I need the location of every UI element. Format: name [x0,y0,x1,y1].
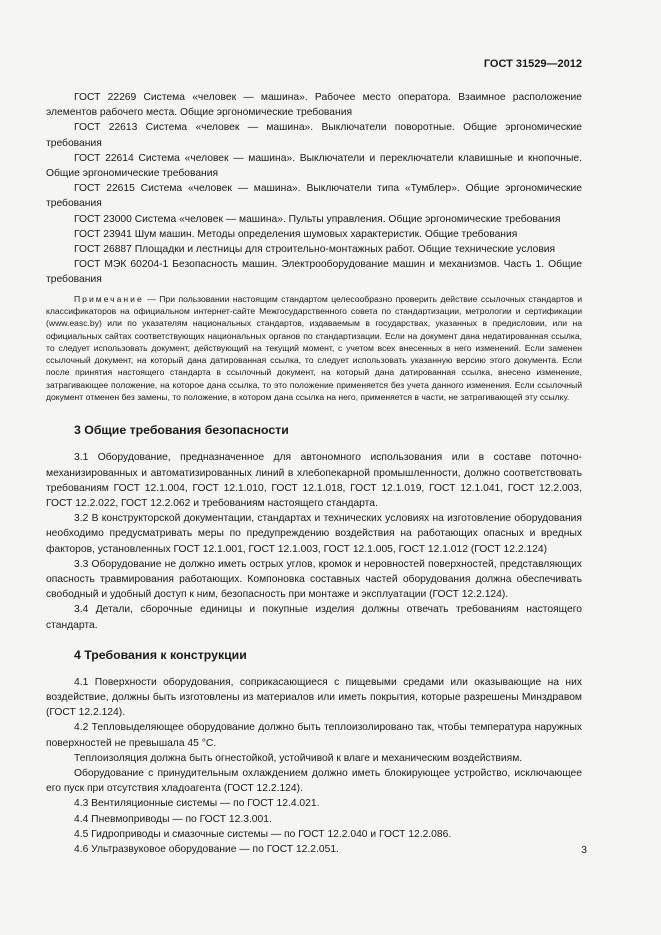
paragraph: 3.1 Оборудование, предназначенное для автономного использования или в составе поточно-механизированных и автоматизированных линий в хлебопекарной промышленности, должно соответствовать требованиям ГОСТ 12.1.004, ГОСТ 12.1.010, ГОСТ 12.1.018, ГОСТ 12.1.019, ГОСТ 12.1.041, ГОСТ 12.2.003, ГОСТ 12.2.022, ГОСТ 12.2.062 и требованиям настоящего стандарта. [46,452,582,509]
reference-item: ГОСТ МЭК 60204-1 Безопасность машин. Электрооборудование машин и механизмов. Часть 1. Общие требования [46,259,582,286]
references-list [46,90,582,288]
section-3-body [46,450,582,632]
document-code: ГОСТ 31529—2012 [483,58,582,70]
reference-item: ГОСТ 23000 Система «человек — машина». Пульты управления. Общие эргономические требования [74,213,561,225]
note-label: Примечание [74,293,144,304]
paragraph: Оборудование с принудительным охлаждением должно иметь блокирующее устройство, исключающее его пуск при отсутствия хладоагента (ГОСТ 12.2.124). [46,767,582,795]
reference-item: ГОСТ 22613 Система «человек — машина». Выключатели поворотные. Общие эргономические требования [46,122,582,149]
reference-item: ГОСТ 22614 Система «человек — машина». Выключатели и переключатели клавишные и кнопочные. Общие эргономические требования [46,152,582,180]
paragraph: Теплоизоляция должна быть огнестойкой, устойчивой к влаге и механическим воздействиям. [74,752,523,764]
note-paragraph [46,293,582,404]
paragraph: 3.3 Оборудование не должно иметь острых углов, кромок и неровностей поверхностей, представляющих опасность травмирования работающих. Компоновка составных частей оборудования должна обеспечивать свободный и удобный доступ к ним, безопасность при монтаже и эксплуатации (ГОСТ 12.2.124). [46,558,582,601]
paragraph: 4.5 Гидроприводы и смазочные системы — по ГОСТ 12.2.040 и ГОСТ 12.2.086. [74,828,452,840]
reference-item: ГОСТ 26887 Площадки и лестницы для строительно-монтажных работ. Общие технические условия [74,244,556,256]
paragraph: 4.4 Пневмоприводы — по ГОСТ 12.3.001. [74,813,272,825]
reference-item: ГОСТ 23941 Шум машин. Методы определения шумовых характеристик. Общие требования [74,228,518,240]
paragraph: 4.6 Ультразвуковое оборудование — по ГОСТ 12.2.051. [74,843,339,855]
reference-item: ГОСТ 22615 Система «человек — машина». Выключатели типа «Тумблер». Общие эргономические требования [46,183,582,210]
paragraph: 3.4 Детали, сборочные единицы и покупные изделия должны отвечать требованиям настоящего стандарта. [46,604,582,631]
section-4-body [46,675,582,857]
section-3-title: 3 Общие требования безопасности [74,423,289,438]
paragraph: 4.1 Поверхности оборудования, соприкасающиеся с пищевыми средами или оказывающие на них воздействие, должны быть изготовлены из материалов или иметь покрытия, которые разрешены Минздравом (ГОСТ 12.2.124). [46,676,582,719]
paragraph: 3.2 В конструкторской документации, стандартах и технических условиях на изготовление оборудования необходимо предусматривать меры по предупреждению воздействия на работающих опасных и вредных факторов, установленных ГОСТ 12.1.001, ГОСТ 12.1.003, ГОСТ 12.1.005, ГОСТ 12.1.012 (ГОСТ 12.2.124) [46,513,582,555]
page-number: 3 [581,844,587,856]
reference-item: ГОСТ 22269 Система «человек — машина». Рабочее место оператора. Взаимное расположение элементов рабочего места. Общие эргономические требования [46,92,582,119]
note-text: — При пользовании настоящим стандартом целесообразно проверить действие ссылочных стандартов и классификаторов на официальном интернет-сайте Межгосударственного совета по стандартизации, метрологии и сертификации (www.easc.by) или по указателям национальных стандартов, издаваемым в государствах, указанных в предисловии, или на официальных сайтах соответствующих национальных органов по стандартизации. Если на документ дана недатированная ссылка, то следует использовать документ, действующий на текущий момент, с учетом всех внесенных в него изменений. Если заменен ссылочный документ, на который дана датированная ссылка, то следует использовать указанную версию этого документа. Если после принятия настоящего стандарта в ссылочный документ, на который дана датированная ссылка, внесено изменение, затрагивающее положение, на которое дана ссылка, то это положение применяется без учета данного изменения. Если ссылочный документ отменен без замены, то положение, в котором дана ссылка на него, применяется в части, не затрагивающей эту ссылку. [46,293,582,403]
paragraph: 4.3 Вентиляционные системы — по ГОСТ 12.4.021. [74,798,320,810]
section-4-title: 4 Требования к конструкции [74,647,247,662]
paragraph: 4.2 Тепловыделяющее оборудование должно быть теплоизолировано так, чтобы температура наружных поверхностей не превышала 45 °С. [46,722,582,749]
